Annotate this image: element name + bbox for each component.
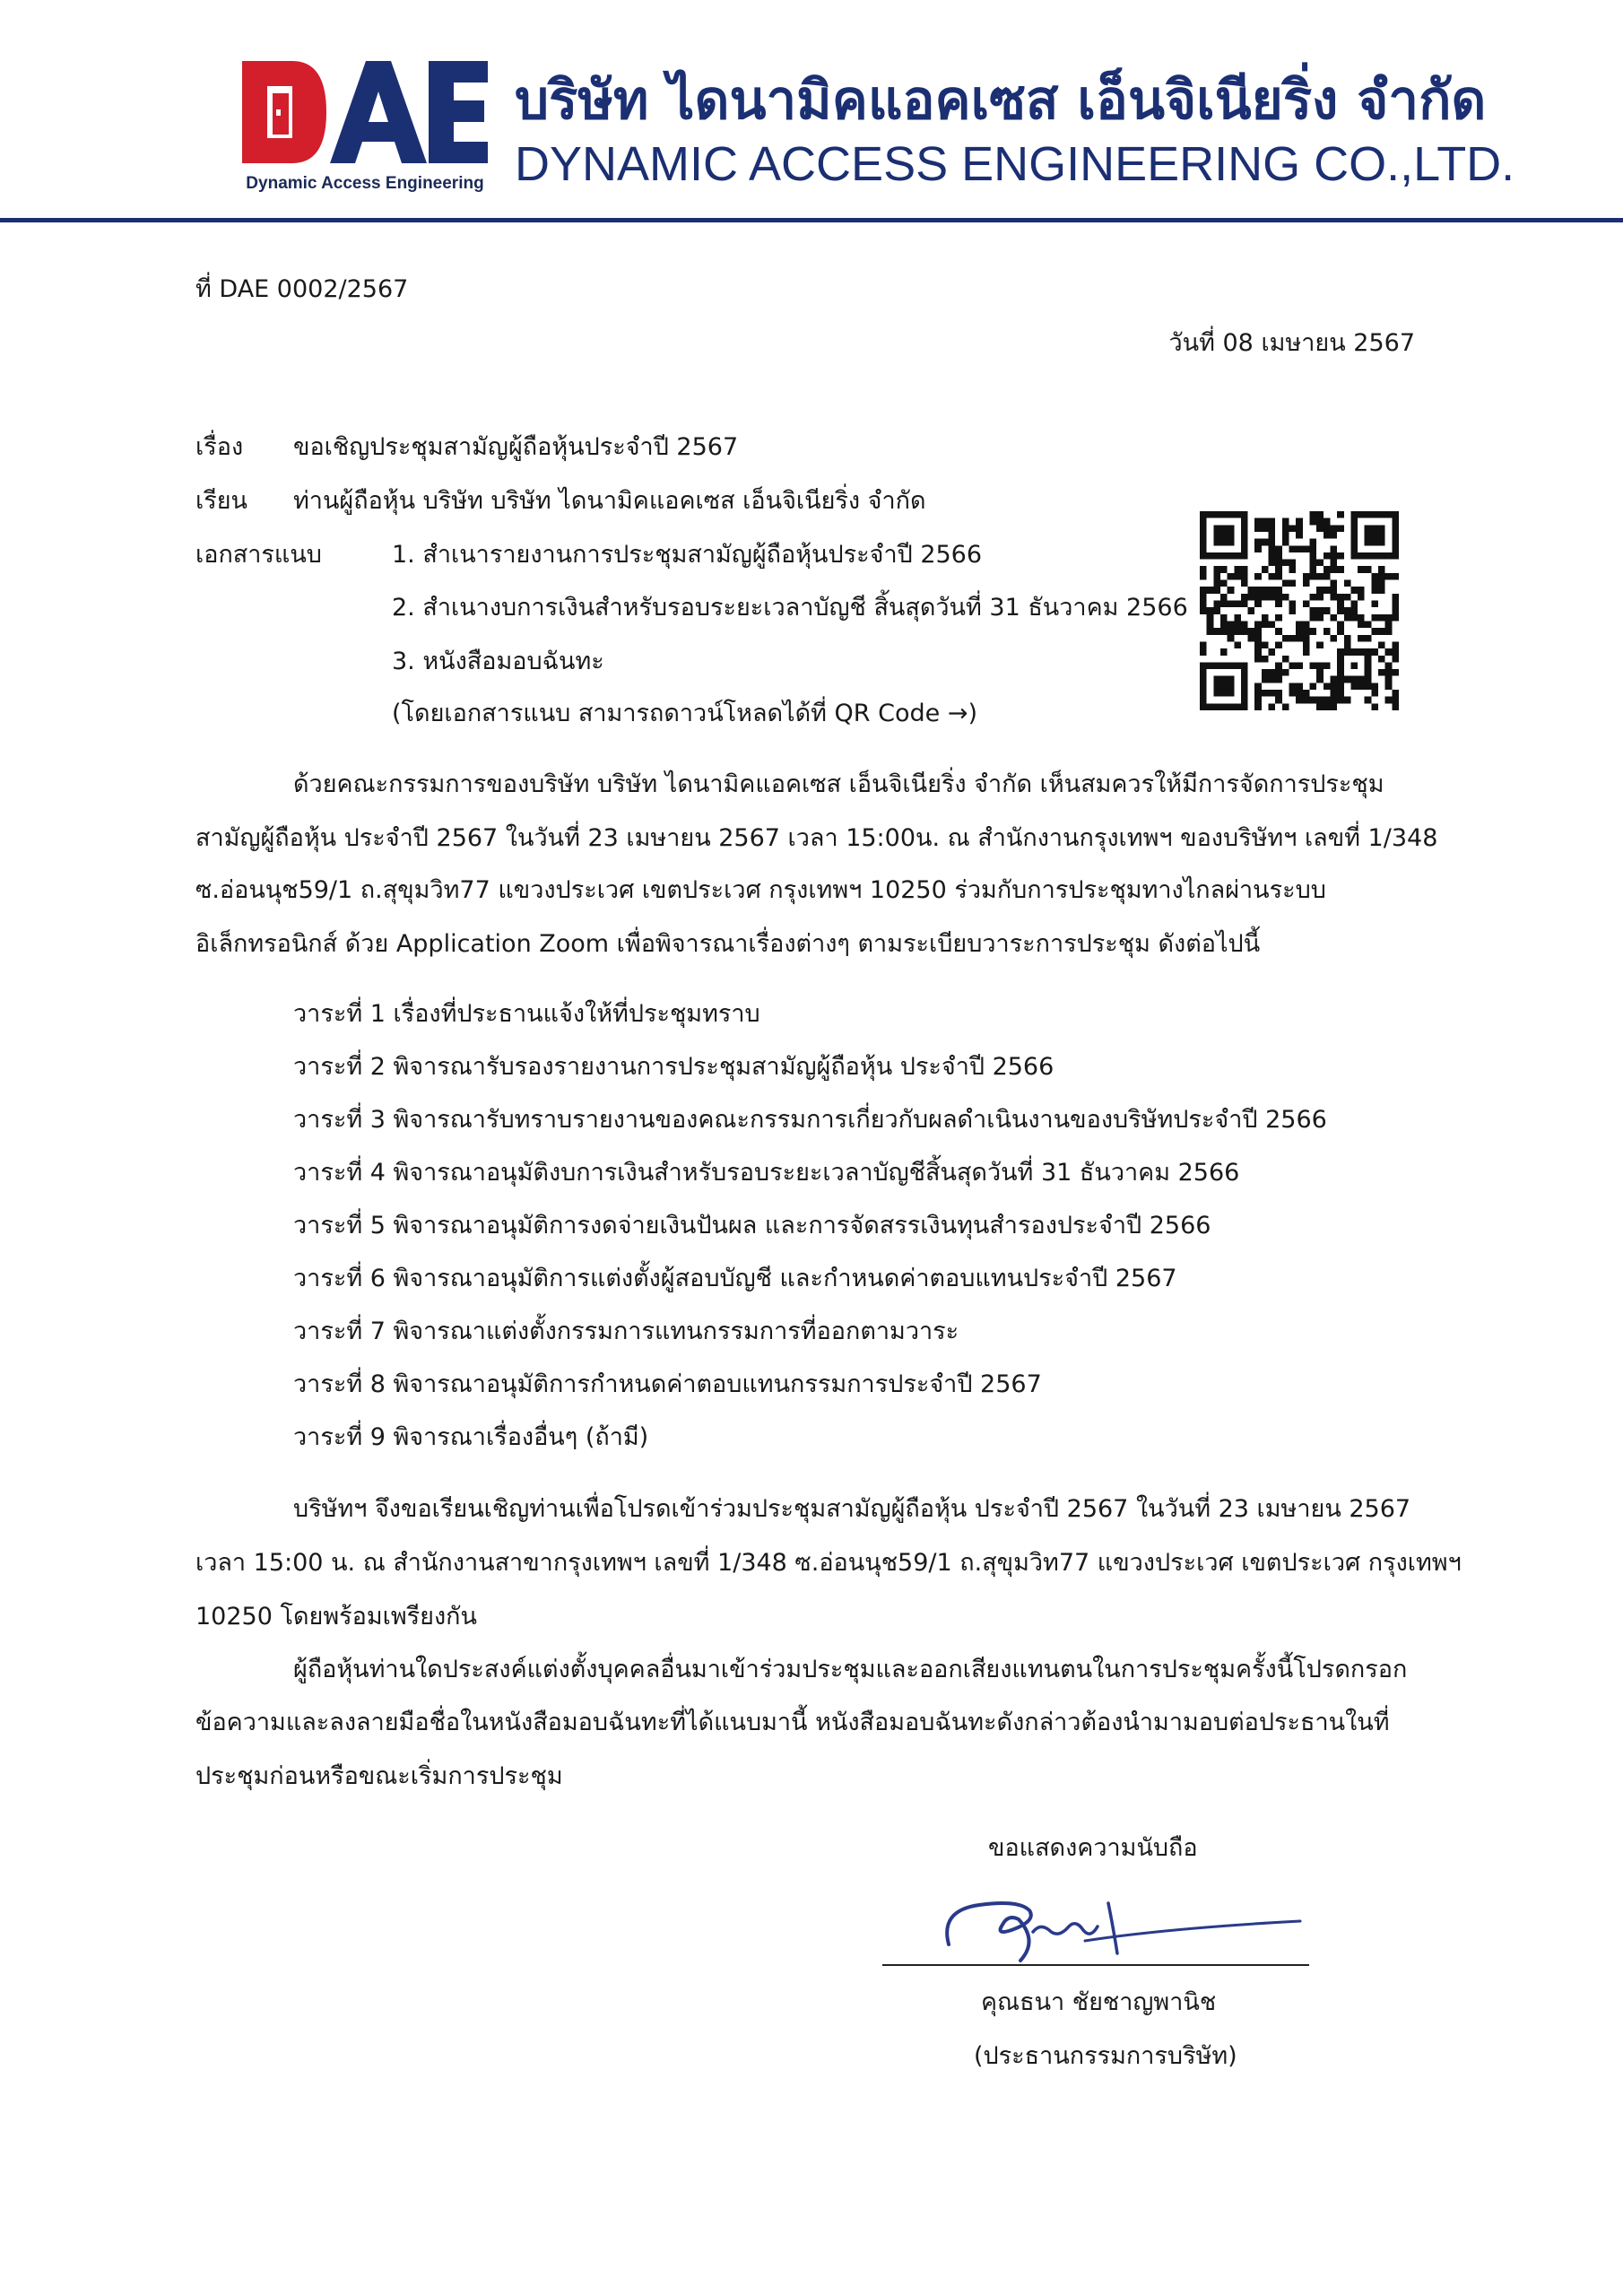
agenda-item: วาระที่ 4 พิจารณาอนุมัติงบการเงินสำหรับรอบระยะเวลาบัญชีสิ้นสุดวันที่ 31 ธันวาคม 2566 xyxy=(293,1159,1240,1187)
attachment-item: 3. หนังสือมอบฉันทะ xyxy=(392,648,604,675)
signer-title: (ประธานกรรมการบริษัท) xyxy=(974,2042,1237,2070)
agenda-item: วาระที่ 7 พิจารณาแต่งตั้งกรรมการแทนกรรมการที่ออกตามวาระ xyxy=(293,1318,959,1345)
intro-line: อิเล็กทรอนิกส์ ด้วย Application Zoom เพื่อพิจารณาเรื่องต่างๆ ตามระเบียบวาระการประชุม ดังต่อไปนี้ xyxy=(195,930,1261,958)
reference-number: ที่ DAE 0002/2567 xyxy=(195,275,409,303)
attachments-note: (โดยเอกสารแนบ สามารถดาวน์โหลดได้ที่ QR Code →) xyxy=(392,700,977,727)
invite-line: บริษัทฯ จึงขอเรียนเชิญท่านเพื่อโปรดเข้าร่วมประชุมสามัญผู้ถือหุ้น ประจำปี 2567 ในวันที่ 23 เมษายน 2567 xyxy=(293,1495,1411,1523)
proxy-line: ข้อความและลงลายมือชื่อในหนังสือมอบฉันทะที่ได้แนบมานี้ หนังสือมอบฉันทะดังกล่าวต้องนำมามอบต่อประธานในที่ xyxy=(195,1709,1390,1736)
closing-text: ขอแสดงความนับถือ xyxy=(988,1834,1198,1862)
signature-line xyxy=(882,1964,1309,1966)
logo-tagline: Dynamic Access Engineering xyxy=(246,174,484,193)
invite-line: 10250 โดยพร้อมเพรียงกัน xyxy=(195,1603,477,1631)
header-divider xyxy=(0,218,1623,222)
agenda-item: วาระที่ 9 พิจารณาเรื่องอื่นๆ (ถ้ามี) xyxy=(293,1423,649,1451)
proxy-line: ประชุมก่อนหรือขณะเริ่มการประชุม xyxy=(195,1762,563,1790)
dae-logo-icon xyxy=(240,59,490,165)
company-name-thai: บริษัท ไดนามิคแอคเซส เอ็นจิเนียริ่ง จำกัด xyxy=(515,69,1487,132)
recipient-text: ท่านผู้ถือหุ้น บริษัท บริษัท ไดนามิคแอคเซส เอ็นจิเนียริ่ง จำกัด xyxy=(293,487,926,515)
subject-text: ขอเชิญประชุมสามัญผู้ถือหุ้นประจำปี 2567 xyxy=(293,433,739,461)
intro-line: ซ.อ่อนนุช59/1 ถ.สุขุมวิท77 แขวงประเวศ เขตประเวศ กรุงเทพฯ 10250 ร่วมกับการประชุมทางไกลผ่านระบบ xyxy=(195,876,1326,904)
company-name-english: DYNAMIC ACCESS ENGINEERING CO.,LTD. xyxy=(515,137,1515,191)
intro-line: ด้วยคณะกรรมการของบริษัท บริษัท ไดนามิคแอคเซส เอ็นจิเนียริ่ง จำกัด เห็นสมควรให้มีการจัดการประชุม xyxy=(293,770,1384,798)
intro-line: สามัญผู้ถือหุ้น ประจำปี 2567 ในวันที่ 23 เมษายน 2567 เวลา 15:00น. ณ สำนักงานกรุงเทพฯ ของบริษัทฯ เลขที่ 1/348 xyxy=(195,824,1438,852)
letter-date: วันที่ 08 เมษายน 2567 xyxy=(1168,329,1415,357)
agenda-item: วาระที่ 3 พิจารณารับทราบรายงานของคณะกรรมการเกี่ยวกับผลดำเนินงานของบริษัทประจำปี 2566 xyxy=(293,1106,1327,1134)
attachment-item: 2. สำเนางบการเงินสำหรับรอบระยะเวลาบัญชี สิ้นสุดวันที่ 31 ธันวาคม 2566 xyxy=(392,594,1188,622)
agenda-item: วาระที่ 2 พิจารณารับรองรายงานการประชุมสามัญผู้ถือหุ้น ประจำปี 2566 xyxy=(293,1053,1055,1081)
signer-name: คุณธนา ชัยชาญพานิช xyxy=(981,1988,1217,2016)
agenda-item: วาระที่ 8 พิจารณาอนุมัติการกำหนดค่าตอบแทนกรรมการประจำปี 2567 xyxy=(293,1370,1042,1398)
agenda-item: วาระที่ 5 พิจารณาอนุมัติการงดจ่ายเงินปันผล และการจัดสรรเงินทุนสำรองประจำปี 2566 xyxy=(293,1212,1211,1239)
subject-label: เรื่อง xyxy=(195,433,244,461)
attachments-label: เอกสารแนบ xyxy=(195,541,322,569)
invite-line: เวลา 15:00 น. ณ สำนักงานสาขากรุงเทพฯ เลขที่ 1/348 ซ.อ่อนนุช59/1 ถ.สุขุมวิท77 แขวงประเวศ เขตประเวศ กรุงเทพฯ xyxy=(195,1549,1462,1577)
agenda-item: วาระที่ 1 เรื่องที่ประธานแจ้งให้ที่ประชุมทราบ xyxy=(293,1000,760,1028)
proxy-line: ผู้ถือหุ้นท่านใดประสงค์แต่งตั้งบุคคลอื่นมาเข้าร่วมประชุมและออกเสียงแทนตนในการประชุมครั้งนี้โปรดกรอก xyxy=(293,1656,1408,1683)
recipient-label: เรียน xyxy=(195,487,248,515)
handwritten-signature-icon xyxy=(933,1867,1309,1966)
qr-code-icon[interactable] xyxy=(1200,511,1399,710)
agenda-item: วาระที่ 6 พิจารณาอนุมัติการแต่งตั้งผู้สอบบัญชี และกำหนดค่าตอบแทนประจำปี 2567 xyxy=(293,1265,1177,1292)
company-logo xyxy=(240,59,490,203)
attachment-item: 1. สำเนารายงานการประชุมสามัญผู้ถือหุ้นประจำปี 2566 xyxy=(392,541,983,569)
